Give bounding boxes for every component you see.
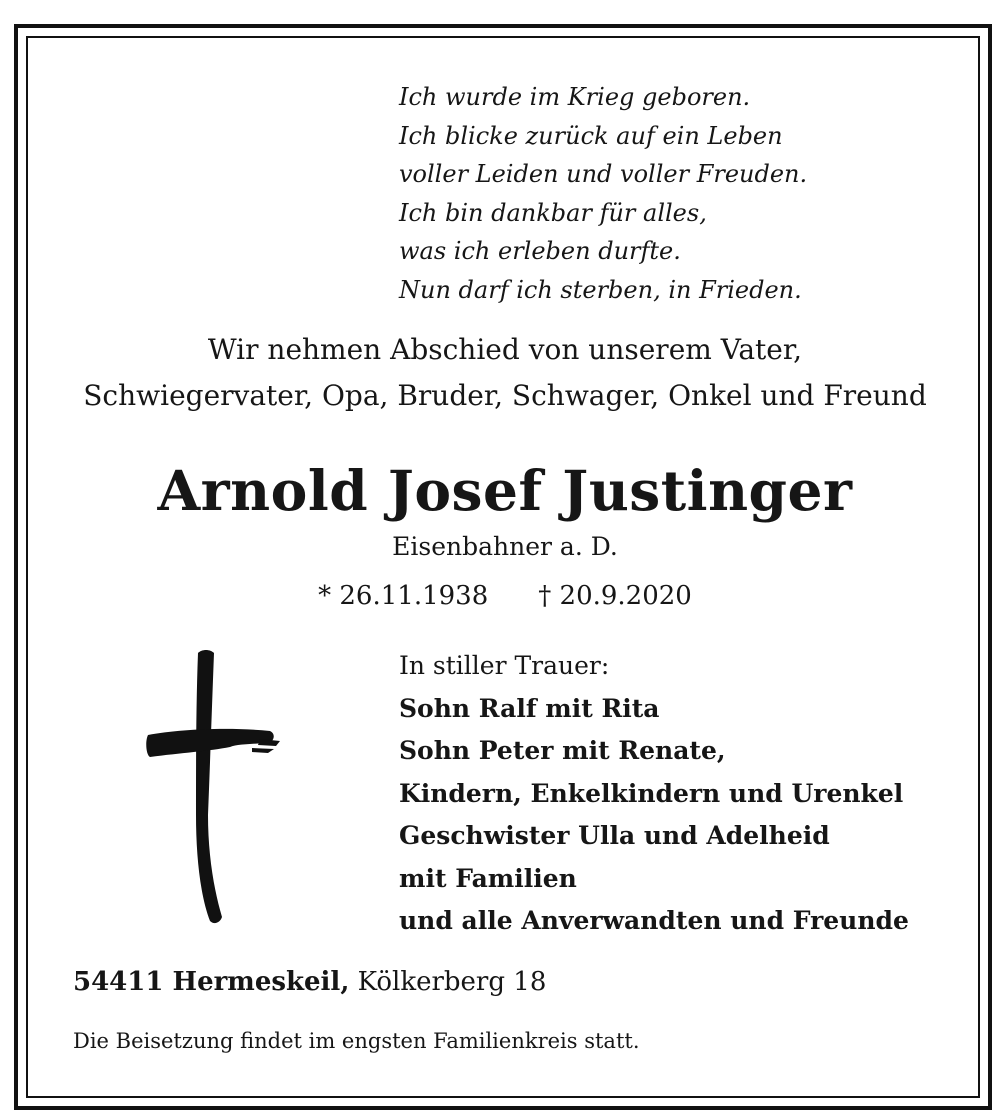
mourners-list [399, 645, 959, 943]
intro-line: Wir nehmen Abschied von unserem Vater, [207, 333, 803, 366]
burial-note: Die Beisetzung findet im engsten Familienkreis statt. [73, 1029, 640, 1053]
address [73, 962, 546, 1002]
address-street: Kölkerberg 18 [357, 967, 547, 997]
birth-date: * 26.11.1938 [318, 581, 489, 611]
poem-line: voller Leiden und voller Freuden. [399, 160, 808, 188]
mourner-entry: mit Familien [399, 863, 577, 893]
mourner-entry: Sohn Ralf mit Rita [399, 693, 660, 723]
poem-line: Ich blicke zurück auf ein Leben [399, 121, 783, 150]
deceased-profession: Eisenbahner a. D. [392, 532, 618, 561]
mourners-lead: In stiller Trauer: [399, 651, 610, 680]
mourner-entry: und alle Anverwandten und Freunde [399, 906, 909, 935]
poem [399, 78, 879, 309]
poem-line: was ich erleben durfte. [399, 237, 681, 265]
poem-line: Ich wurde im Krieg geboren. [399, 83, 751, 111]
deceased-name: Arnold Josef Justinger [157, 458, 853, 523]
poem-line: Ich bin dankbar für alles, [399, 198, 707, 227]
farewell-intro [60, 327, 950, 419]
address-city: 54411 Hermeskeil, [73, 967, 350, 997]
mourner-entry: Kindern, Enkelkindern und Urenkel [399, 778, 904, 808]
life-dates [40, 578, 970, 614]
intro-line: Schwiegervater, Opa, Bruder, Schwager, Onkel und Freund [83, 379, 927, 412]
cross-icon [140, 645, 290, 930]
death-date: † 20.9.2020 [538, 581, 692, 611]
poem-line: Nun darf ich sterben, in Frieden. [399, 275, 802, 304]
mourner-entry: Sohn Peter mit Renate, [399, 736, 726, 765]
mourner-entry: Geschwister Ulla und Adelheid [399, 821, 830, 850]
